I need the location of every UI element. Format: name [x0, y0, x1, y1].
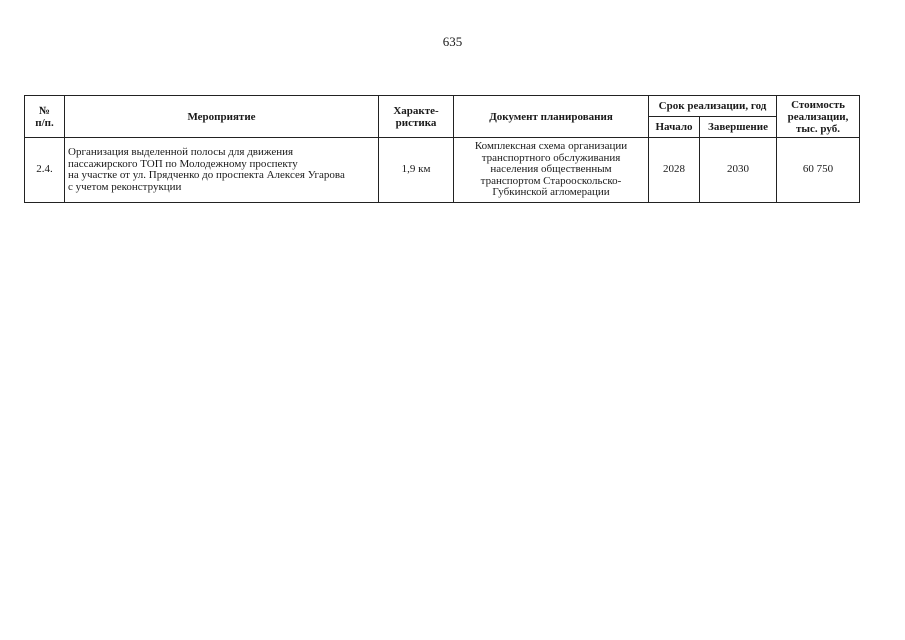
cell-characteristic: 1,9 км [379, 138, 454, 203]
header-characteristic: Характе- ристика [379, 96, 454, 138]
table-row [25, 138, 860, 203]
header-end: Завершение [700, 117, 777, 138]
header-document: Документ планирования [454, 96, 649, 138]
header-event: Мероприятие [65, 96, 379, 138]
page-number: 635 [442, 34, 463, 49]
cell-document: Комплексная схема организации транспортного обслуживания населения общественным транспортом Старооскольско- Губкинской агломерации [454, 138, 649, 203]
table-header [25, 96, 860, 138]
cell-num: 2.4. [25, 138, 65, 203]
header-start: Начало [649, 117, 700, 138]
cell-event: Организация выделенной полосы для движения пассажирского ТОП по Молодежному проспекту на участке от ул. Прядченко до проспекта Алексея Угарова с учетом реконструкции [65, 138, 379, 203]
header-cost: Стоимость реализации, тыс. руб. [777, 96, 860, 138]
cell-cost: 60 750 [777, 138, 860, 203]
cell-end: 2030 [700, 138, 777, 203]
plan-table [24, 95, 860, 203]
header-num: № п/п. [25, 96, 65, 138]
header-term: Срок реализации, год [649, 96, 777, 117]
cell-start: 2028 [649, 138, 700, 203]
